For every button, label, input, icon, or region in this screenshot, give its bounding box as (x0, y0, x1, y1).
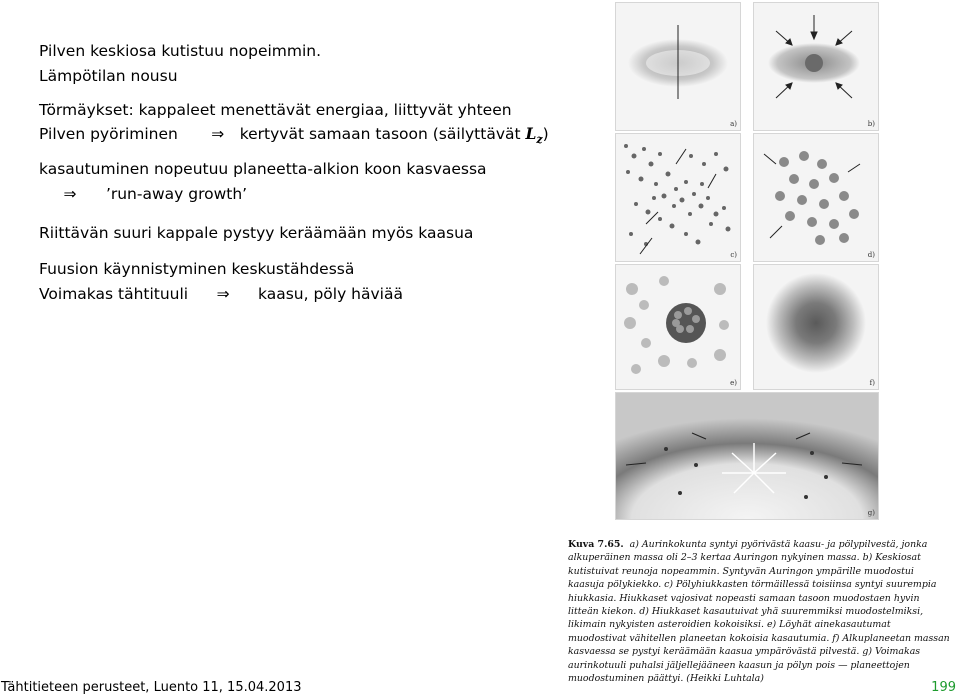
panel-e (615, 264, 741, 390)
figure-caption (568, 538, 950, 685)
panel-label-g: g) (867, 509, 875, 517)
collapsing-disk-illustration (754, 3, 878, 130)
text-line-1: Pilven keskiosa kutistuu nopeimmin. (39, 42, 322, 60)
gas-capture-illustration (754, 265, 878, 389)
math-L: L (525, 124, 537, 143)
text-line-9 (39, 285, 403, 303)
caption-text: a) Aurinkokunta syntyi pyörivästä kaasu- ja pölypilvestä, jonka alkuperäinen massa oli 2–3 kertaa Auringon nykyinen massa. b) Keskiosat kutistuivat reunoja nopeammin. Syntyvän Auringon ympärille muodostui kaasuja pölykiekko. c) Pölyhiukkasten törmäillessä toisiinsa syntyi suurempia hiukkasia. Hiukkaset vajosivat nopeasti samaan tasoon muodostaen hyvin litteän kiekon. d) Hiukkaset kasautuivat yhä suuremmiksi muodostelmiksi, likimain nykyisten asteroidien kokoisiksi. e) Löyhät ainekasautumat muodostivat vähitellen planeetan kokoisia kasautumia. f) Alkuplaneetan massan kasvaessa se pystyi keräämään kaasua ympärövästä pilvestä. g) Voimakas aurinkotuuli puhalsi jäljellejääneen kaasun ja pölyn pois — planeettojen muodostuminen päättyi. (Heikki Luhtala) (568, 539, 950, 685)
panel-label-e: e) (730, 379, 737, 387)
implies-arrow: ⇒ (63, 185, 77, 203)
caption-label: Kuva 7.65. (568, 539, 624, 550)
panel-f (753, 264, 879, 390)
dust-collision-illustration (616, 134, 740, 261)
panel-g (615, 392, 879, 520)
text-line-4 (39, 124, 549, 146)
implies-arrow: ⇒ (216, 285, 230, 303)
panel-label-c: c) (730, 251, 737, 259)
text-line-3: Törmäykset: kappaleet menettävät energiaa, liittyvät yhteen (39, 101, 512, 119)
text-line-9-left: Voimakas tähtituuli (39, 285, 189, 303)
text-line-2: Lämpötilan nousu (39, 67, 178, 85)
panel-a (615, 2, 741, 131)
panel-label-d: d) (867, 251, 875, 259)
particle-clumping-illustration (754, 134, 878, 261)
text-line-4-close: ) (542, 125, 549, 143)
panel-label-a: a) (730, 120, 737, 128)
panel-b (753, 2, 879, 131)
math-subscript-z: z (536, 133, 543, 147)
text-line-7: Riittävän suuri kappale pystyy keräämään myös kaasua (39, 224, 474, 242)
panel-label-f: f) (869, 379, 875, 387)
text-line-9-right: kaasu, pöly häviää (258, 285, 403, 303)
panel-c (615, 133, 741, 262)
footer-course-info: Tähtitieteen perusteet, Luento 11, 15.04.2013 (1, 680, 302, 695)
text-line-5: kasautuminen nopeutuu planeetta-alkion koon kasvaessa (39, 160, 487, 178)
panel-d (753, 133, 879, 262)
panel-label-b: b) (867, 120, 875, 128)
text-line-6 (39, 185, 247, 203)
text-line-4-right: kertyvät samaan tasoon (säilyttävät (239, 125, 521, 143)
text-line-8: Fuusion käynnistyminen keskustähdessä (39, 260, 355, 278)
implies-arrow: ⇒ (211, 125, 225, 143)
formation-figure (607, 2, 891, 522)
solar-wind-illustration (616, 393, 878, 519)
text-line-4-left: Pilven pyöriminen (39, 125, 178, 143)
footer-page-number: 199 (931, 680, 956, 695)
planetesimal-accretion-illustration (616, 265, 740, 389)
rotating-cloud-illustration (616, 3, 740, 130)
text-line-6-text: ’run-away growth’ (105, 185, 248, 203)
